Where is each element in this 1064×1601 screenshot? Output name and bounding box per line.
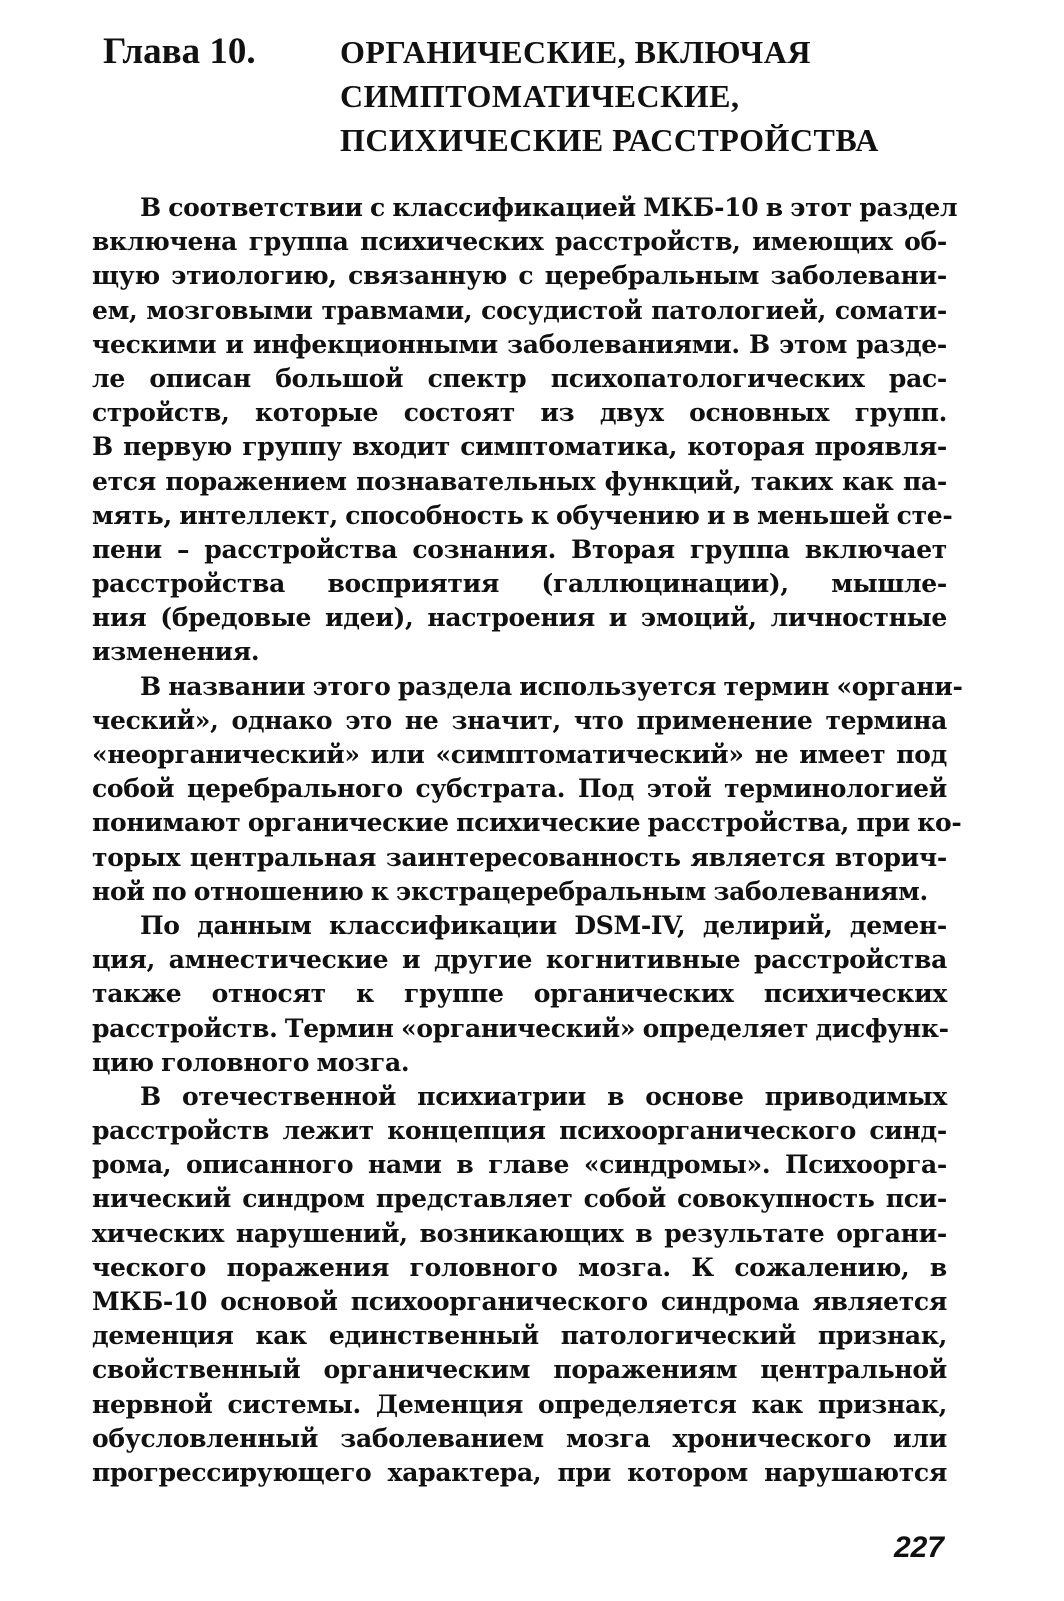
chapter-label: Глава 10. <box>103 31 256 72</box>
text-line: пени – расстройства сознания. Вторая группа включает <box>92 534 947 564</box>
chapter-title-line: ОРГАНИЧЕСКИЕ, ВКЛЮЧАЯ <box>340 34 811 70</box>
text-line: мять, интеллект, способность к обучению и в меньшей сте- <box>92 500 953 530</box>
body-text <box>92 191 963 1490</box>
text-line: «неорганический» или «симптоматический» не имеет под <box>92 740 947 769</box>
text-line: МКБ-10 основой психоорганического синдрома является <box>92 1287 947 1316</box>
text-line: понимают органические психические расстройства, при ко- <box>92 808 962 838</box>
text-line: нический синдром представляет собой совокупность пси- <box>92 1184 947 1214</box>
text-line: цию головного мозга. <box>92 1047 410 1077</box>
text-line: расстройства восприятия (галлюцинации), мышле- <box>92 569 947 599</box>
text-line: ной по отношению к экстрацеребральным заболеваниям. <box>92 876 928 906</box>
chapter-title-line: СИМПТОМАТИЧЕСКИЕ, <box>340 78 740 114</box>
text-line: собой церебрального субстрата. Под этой терминологией <box>92 774 947 804</box>
text-line: ния (бредовые идеи), настроения и эмоций, личностные <box>92 603 947 633</box>
page-number: 227 <box>893 1531 944 1564</box>
text-line: свойственный органическим поражениям центральной <box>92 1355 947 1385</box>
text-line: расстройств. Термин «органический» определяет дисфунк- <box>92 1013 949 1043</box>
text-line: В соответствии с классификацией МКБ-10 в этот раздел <box>140 193 958 222</box>
text-line: обусловленный заболеванием мозга хронического или <box>92 1423 947 1453</box>
text-line: изменения. <box>92 637 260 667</box>
text-line: По данным классификации DSM-IV, делирий, демен- <box>140 910 947 940</box>
paragraph <box>92 191 958 670</box>
text-line: В отечественной психиатрии в основе приводимых <box>140 1081 947 1111</box>
text-line: В первую группу входит симптоматика, которая проявля- <box>92 432 947 462</box>
text-line: включена группа психических расстройств, имеющих об- <box>92 227 947 257</box>
chapter-title <box>340 30 879 162</box>
text-line: ем, мозговыми травмами, сосудистой патологией, сомати- <box>92 295 947 325</box>
text-line: ческого поражения головного мозга. К сожалению, в <box>92 1252 947 1282</box>
text-line: В названии этого раздела используется термин «органи- <box>140 671 963 701</box>
chapter-heading <box>103 30 1003 162</box>
text-line: прогрессирующего характера, при котором нарушаются <box>92 1457 947 1487</box>
text-line: стройств, которые состоят из двух основных групп. <box>92 398 947 428</box>
text-line: нервной системы. Деменция определяется как признак, <box>92 1389 947 1419</box>
text-line: хических нарушений, возникающих в результате органи- <box>92 1218 947 1248</box>
text-line: щую этиологию, связанную с церебральным заболевани- <box>92 261 947 291</box>
text-line: ческими и инфекционными заболеваниями. В этом разде- <box>92 329 947 359</box>
text-line: ция, амнестические и другие когнитивные расстройства <box>92 945 947 975</box>
text-line: торых центральная заинтересованность является вторич- <box>92 842 947 872</box>
text-line: рома, описанного нами в главе «синдромы». Психоорга- <box>92 1150 947 1180</box>
text-line: ческий», однако это не значит, что применение термина <box>92 705 947 735</box>
paragraph <box>92 1080 947 1490</box>
text-line: также относят к группе органических психических <box>92 979 947 1009</box>
text-line: деменция как единственный патологический признак, <box>92 1321 947 1351</box>
paragraph <box>92 909 947 1080</box>
text-line: ется поражением познавательных функций, таких как па- <box>92 466 947 496</box>
chapter-title-line: ПСИХИЧЕСКИЕ РАССТРОЙСТВА <box>340 122 879 158</box>
text-line: расстройств лежит концепция психоорганического синд- <box>92 1116 947 1146</box>
text-line: ле описан большой спектр психопатологических рас- <box>92 363 947 393</box>
paragraph <box>92 670 963 909</box>
